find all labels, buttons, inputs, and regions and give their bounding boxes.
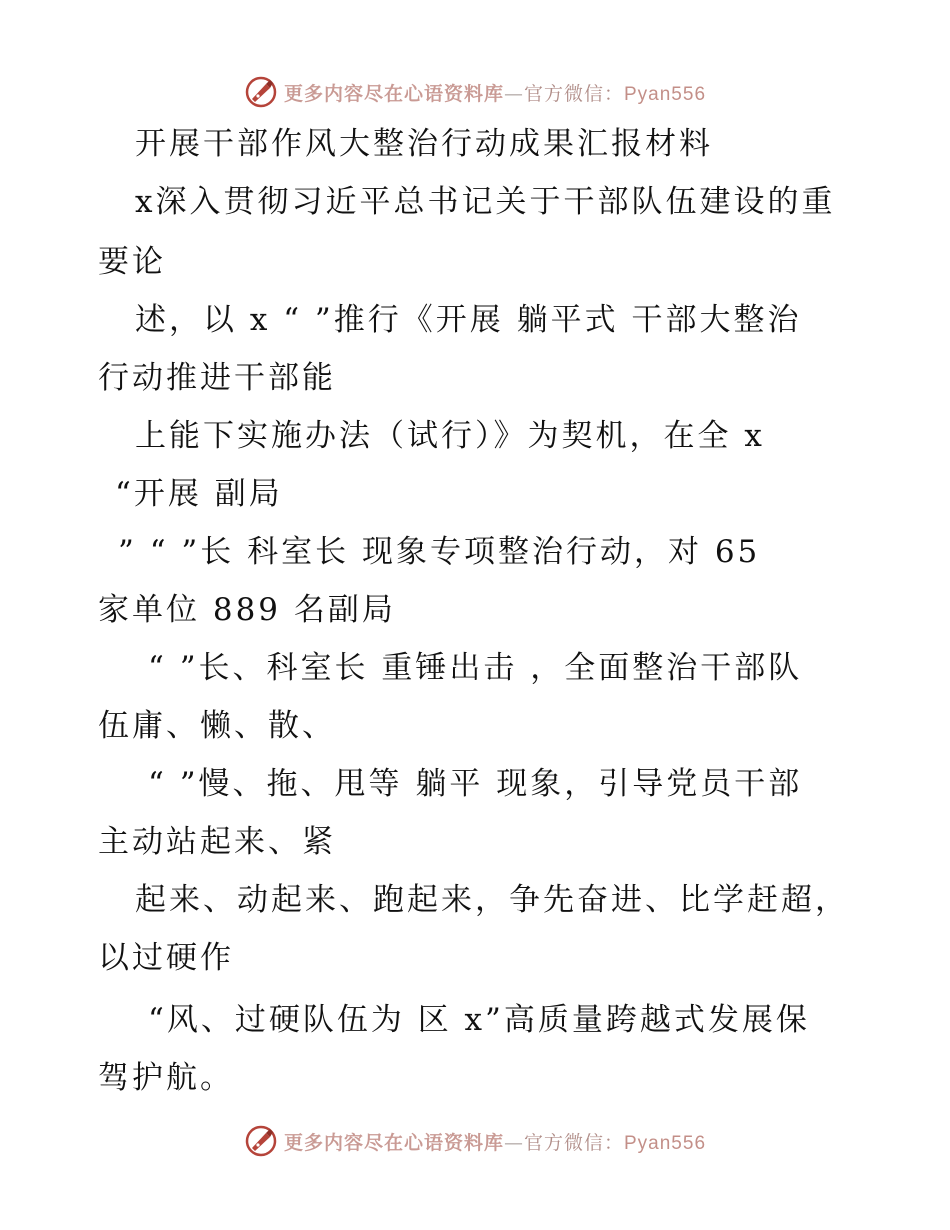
- paragraph-line: 述，以 x “ ”推行《开展 躺平式 干部大整治: [135, 302, 802, 338]
- paragraph-line: ” “ ”长 科室长 现象专项整治行动，对 65: [118, 534, 761, 570]
- pen-nib-logo-icon: [244, 1124, 278, 1158]
- paragraph-line: “风、过硬队伍为 区 x”高质量跨越式发展保: [148, 1002, 810, 1038]
- header-banner-main: 更多内容尽在心语资料库: [283, 82, 504, 105]
- footer-banner-separator: —: [503, 1131, 524, 1154]
- paragraph-line: x深入贯彻习近平总书记关于干部队伍建设的重: [135, 184, 836, 220]
- paragraph-line: 行动推进干部能: [98, 360, 336, 396]
- paragraph-line: 驾护航。: [98, 1060, 234, 1096]
- paragraph-line: 起来、动起来、跑起来，争先奋进、比学赶超，: [135, 882, 849, 918]
- footer-banner: [0, 1121, 950, 1161]
- paragraph-line: 家单位 889 名副局: [98, 592, 396, 628]
- paragraph-line: 要论: [98, 244, 166, 280]
- paragraph-line: 主动站起来、紧: [98, 824, 336, 860]
- header-banner-wechat-label: 官方微信：: [523, 82, 624, 105]
- paragraph-line: “ ”慢、拖、甩等 躺平 现象，引导党员干部: [148, 766, 803, 802]
- header-banner-account: Pyan556: [624, 83, 707, 105]
- footer-banner-wechat-label: 官方微信：: [523, 1131, 624, 1154]
- header-banner: [0, 72, 950, 112]
- paragraph-line: “ ”长、科室长 重锤出击 ，全面整治干部队: [148, 650, 803, 686]
- document-title: 开展干部作风大整治行动成果汇报材料: [135, 126, 713, 162]
- pen-nib-logo-icon: [244, 75, 278, 109]
- paragraph-line: 上能下实施办法（试行）》为契机，在全 x: [135, 418, 765, 454]
- footer-banner-text: [284, 1128, 706, 1155]
- paragraph-line: “开展 副局: [115, 476, 283, 512]
- footer-banner-account: Pyan556: [624, 1132, 707, 1154]
- header-banner-separator: —: [503, 82, 524, 105]
- paragraph-line: 伍庸、懒、散、: [98, 708, 336, 744]
- footer-banner-main: 更多内容尽在心语资料库: [283, 1131, 504, 1154]
- header-banner-text: [284, 79, 706, 106]
- paragraph-line: 以过硬作: [98, 940, 234, 976]
